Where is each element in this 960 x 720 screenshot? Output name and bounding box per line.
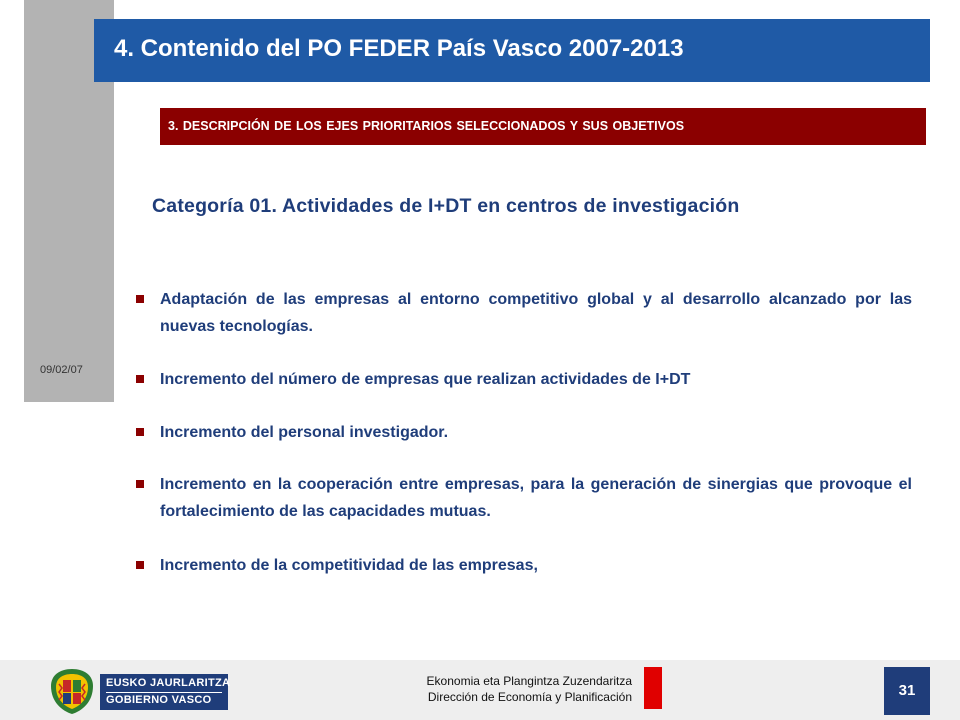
footer-org-spanish: Dirección de Economía y Planificación xyxy=(427,690,632,704)
logo-line-basque: EUSKO JAURLARITZA xyxy=(106,677,231,689)
section-heading: 3. DESCRIPCIÓN DE LOS EJES PRIORITARIOS SELECCIONADOS Y SUS OBJETIVOS xyxy=(168,119,685,133)
bullet-item xyxy=(132,552,912,579)
bullet-text: Incremento de la competitividad de las empresas, xyxy=(160,557,538,574)
logo-divider xyxy=(106,692,222,693)
section-bar xyxy=(160,108,926,145)
page-number: 31 xyxy=(884,667,930,715)
square-bullet-icon xyxy=(136,480,144,488)
bullet-text: Incremento del personal investigador. xyxy=(160,424,449,441)
red-accent-block xyxy=(644,667,662,709)
bullet-text: Adaptación de las empresas al entorno competitivo global y al desarrollo alcanzado por las nuevas tecnologías. xyxy=(160,291,912,335)
square-bullet-icon xyxy=(136,375,144,383)
slide-title: 4. Contenido del PO FEDER País Vasco 2007-2013 xyxy=(114,35,684,62)
bullet-item xyxy=(132,471,912,525)
slide-date: 09/02/07 xyxy=(40,364,83,376)
bullet-text: Incremento del número de empresas que realizan actividades de I+DT xyxy=(160,371,691,388)
bullet-item xyxy=(132,286,912,340)
footer-org-basque: Ekonomia eta Plangintza Zuzendaritza xyxy=(426,674,632,688)
title-bar xyxy=(94,19,930,82)
bullet-text: Incremento en la cooperación entre empresas, para la generación de sinergias que provoque el fortalecimiento de las capacidades mutuas. xyxy=(160,476,912,520)
bullet-item xyxy=(132,419,912,446)
category-heading: Categoría 01. Actividades de I+DT en centros de investigación xyxy=(152,195,740,217)
logo-wordmark xyxy=(100,674,231,710)
coat-of-arms-logo-icon xyxy=(46,666,98,716)
bullet-item xyxy=(132,366,912,393)
square-bullet-icon xyxy=(136,295,144,303)
square-bullet-icon xyxy=(136,561,144,569)
square-bullet-icon xyxy=(136,428,144,436)
logo-line-spanish: GOBIERNO VASCO xyxy=(106,694,212,706)
